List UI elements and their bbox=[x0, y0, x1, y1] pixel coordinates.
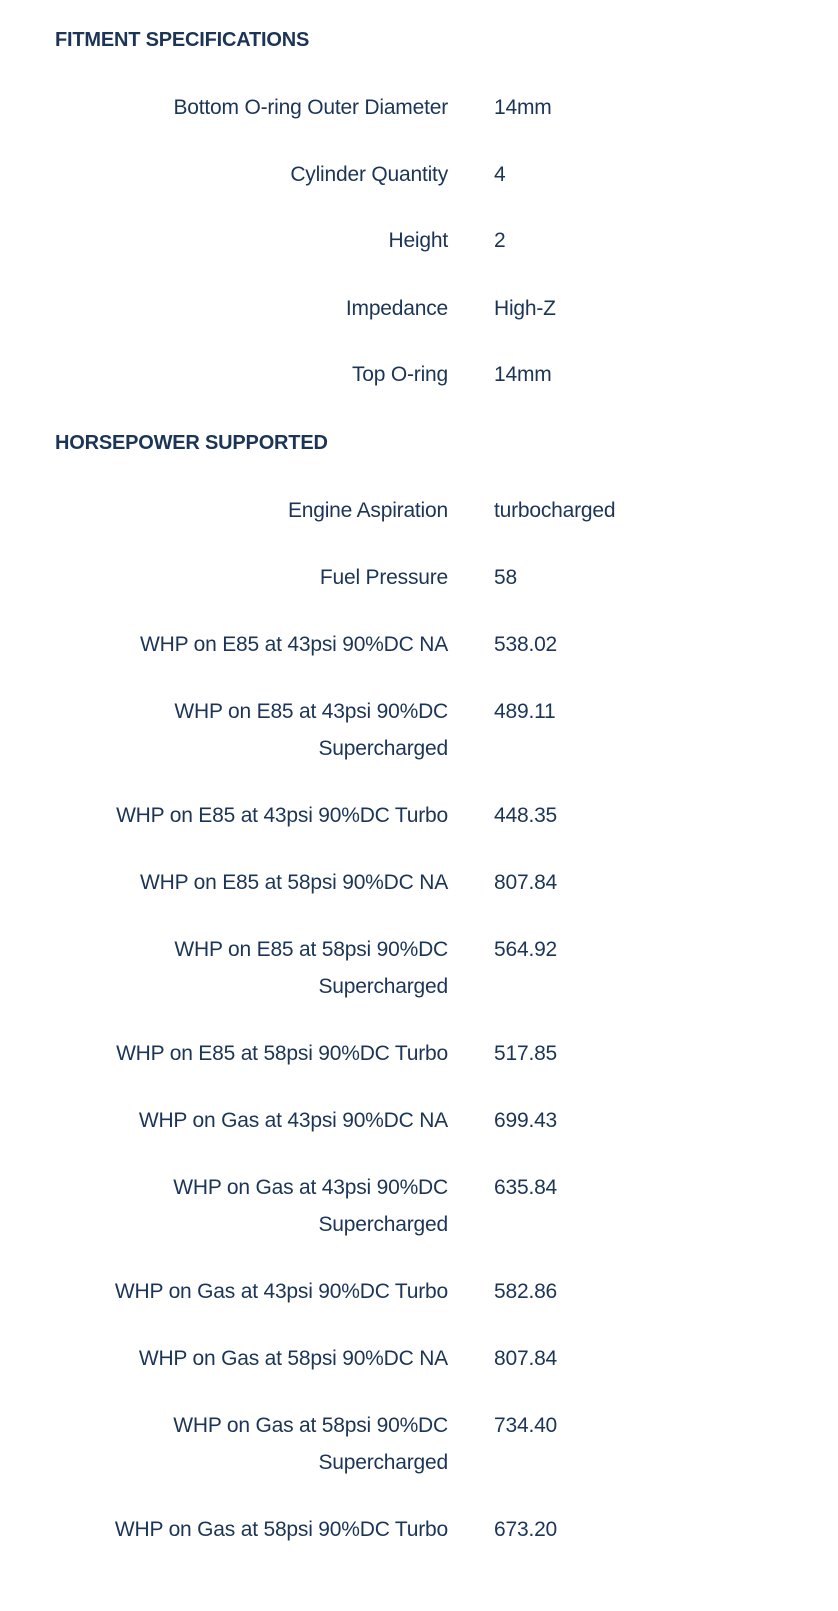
spec-value: 538.02 bbox=[494, 633, 558, 656]
spec-label: Fuel Pressure bbox=[319, 566, 448, 589]
spec-label: Engine Aspiration bbox=[287, 499, 448, 522]
spec-value: 582.86 bbox=[494, 1280, 558, 1303]
spec-value: 2 bbox=[494, 229, 506, 252]
spec-label: WHP on Gas at 43psi 90%DC Turbo bbox=[114, 1280, 448, 1303]
spec-label: WHP on Gas at 43psi 90%DC Supercharged bbox=[173, 1176, 448, 1236]
spec-value: 448.35 bbox=[494, 804, 558, 827]
spec-label: Cylinder Quantity bbox=[290, 163, 448, 186]
spec-value: 489.11 bbox=[494, 700, 556, 723]
spec-value: 807.84 bbox=[494, 871, 558, 894]
section-title-fitment: FITMENT SPECIFICATIONS bbox=[55, 29, 310, 51]
spec-value: 673.20 bbox=[494, 1518, 558, 1541]
spec-value: 635.84 bbox=[494, 1176, 558, 1199]
spec-label: WHP on Gas at 58psi 90%DC NA bbox=[138, 1347, 448, 1370]
spec-label: WHP on Gas at 58psi 90%DC Turbo bbox=[114, 1518, 448, 1541]
spec-value: 14mm bbox=[494, 363, 552, 386]
spec-value: 4 bbox=[494, 163, 506, 186]
spec-label: WHP on E85 at 43psi 90%DC Supercharged bbox=[174, 700, 448, 760]
spec-value: 807.84 bbox=[494, 1347, 558, 1370]
spec-value: 564.92 bbox=[494, 938, 558, 961]
spec-label: WHP on E85 at 43psi 90%DC Turbo bbox=[116, 804, 448, 827]
spec-label: Height bbox=[388, 229, 448, 252]
spec-label: WHP on E85 at 43psi 90%DC NA bbox=[140, 633, 448, 656]
spec-label: WHP on E85 at 58psi 90%DC Turbo bbox=[116, 1042, 448, 1065]
spec-value: 517.85 bbox=[494, 1042, 558, 1065]
section-title-horsepower: HORSEPOWER SUPPORTED bbox=[55, 432, 328, 454]
spec-label: Top O-ring bbox=[351, 363, 448, 386]
spec-label: WHP on E85 at 58psi 90%DC Supercharged bbox=[174, 938, 448, 998]
spec-value: 734.40 bbox=[494, 1414, 558, 1437]
spec-value: 58 bbox=[494, 566, 517, 589]
spec-label: WHP on Gas at 58psi 90%DC Supercharged bbox=[173, 1414, 448, 1474]
spec-label: WHP on E85 at 58psi 90%DC NA bbox=[140, 871, 448, 894]
spec-value: 699.43 bbox=[494, 1109, 558, 1132]
spec-label: WHP on Gas at 43psi 90%DC NA bbox=[138, 1109, 448, 1132]
spec-value: 14mm bbox=[494, 96, 552, 119]
spec-label: Impedance bbox=[345, 297, 448, 320]
spec-value: High-Z bbox=[494, 297, 556, 320]
spec-label: Bottom O-ring Outer Diameter bbox=[173, 96, 448, 119]
spec-value: turbocharged bbox=[494, 499, 616, 522]
